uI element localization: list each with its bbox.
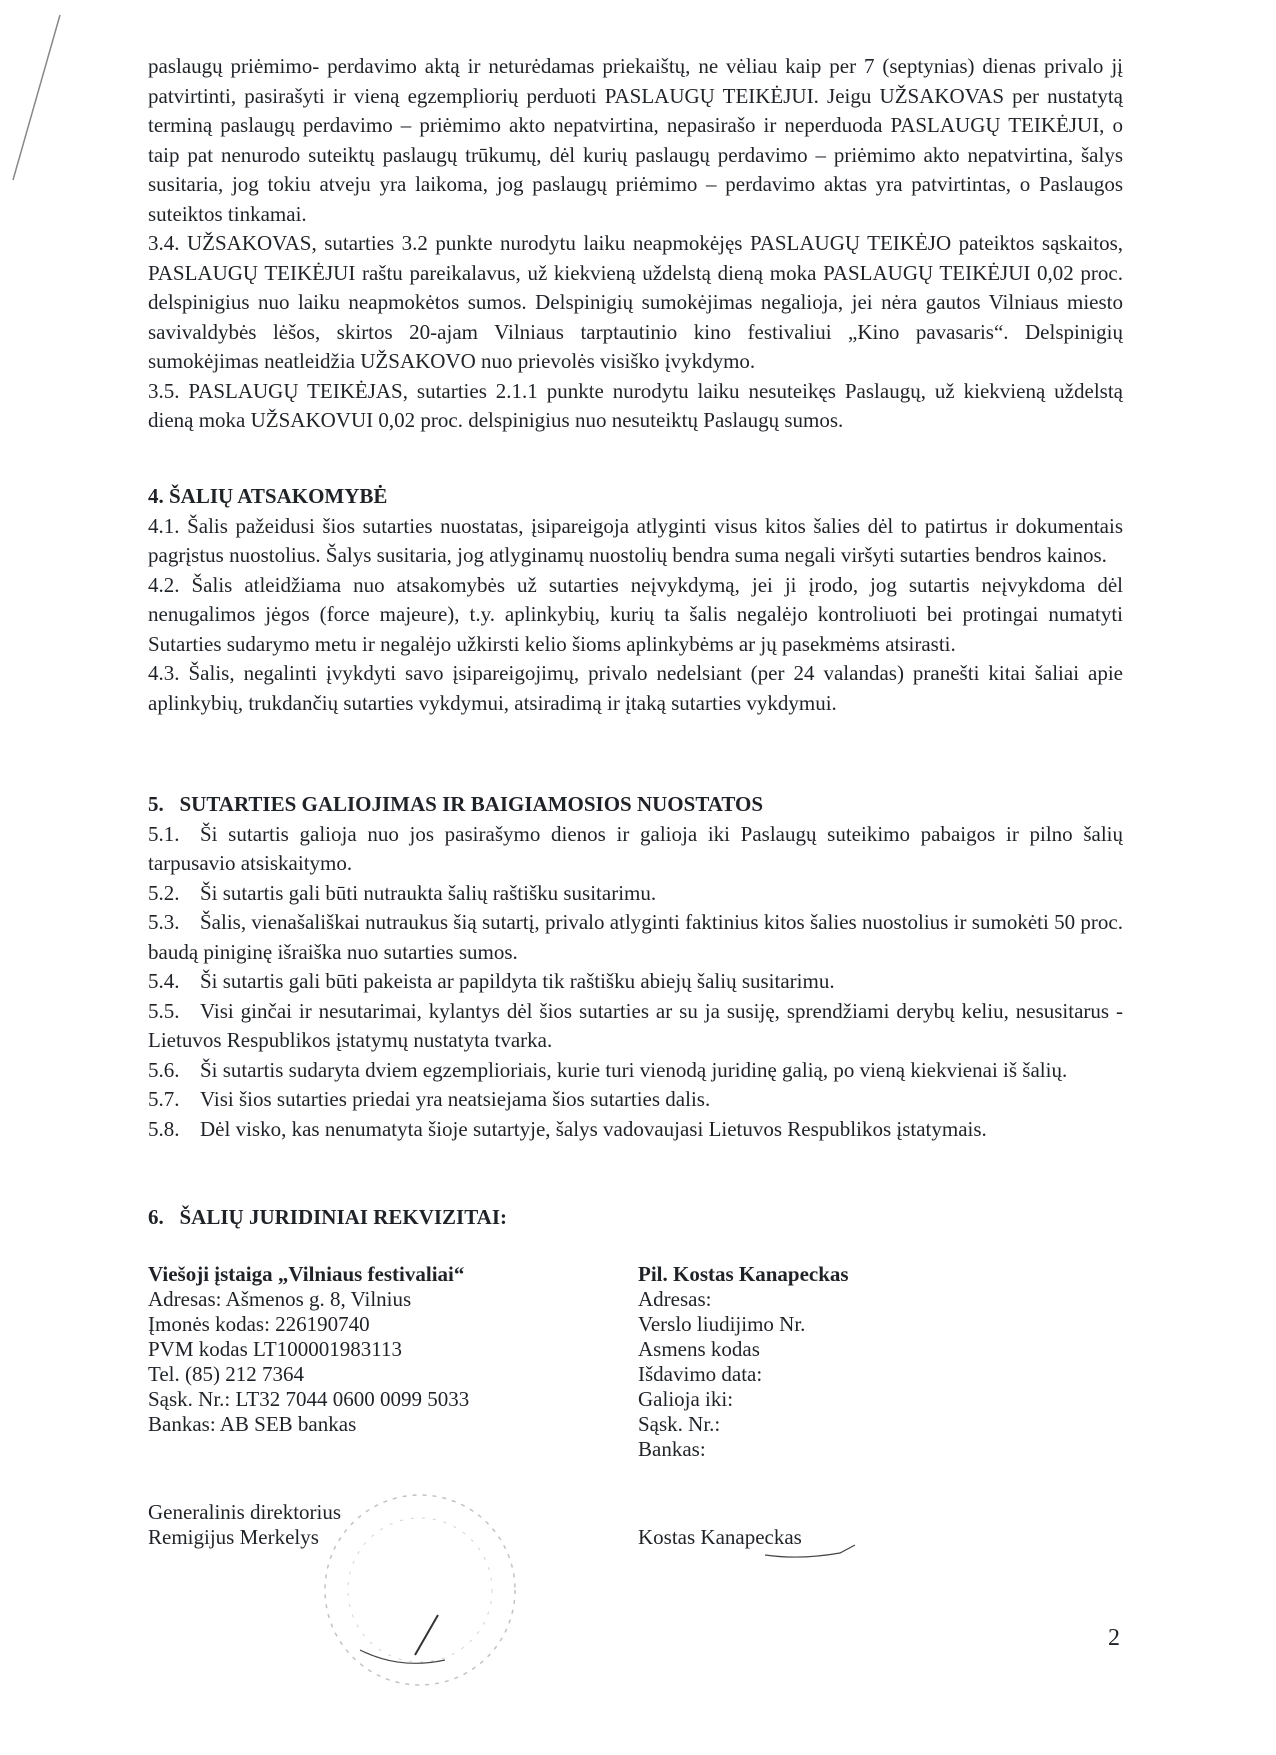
party-title: Pil. Kostas Kanapeckas xyxy=(638,1262,849,1286)
signature-left xyxy=(148,1500,341,1550)
section-3-continuation xyxy=(148,52,1123,436)
clause-number: 5.1. xyxy=(148,821,180,846)
clause-5-5 xyxy=(148,997,1123,1056)
signer-name: Remigijus Merkelys xyxy=(148,1525,319,1549)
detail-line: Įmonės kodas: 226190740 xyxy=(148,1312,370,1336)
paragraph: paslaugų priėmimo- perdavimo aktą ir neturėdamas priekaištų, ne vėliau kaip per 7 (septynias) dienas privalo jį patvirtinti, pasirašyti ir vieną egzempliorių perduoti PASLAUGŲ TEIKĖJUI. Jeigu UŽSAKOVAS per nustatytą terminą paslaugų perdavimo – priėmimo akto nepatvirtina, nepasirašo ir neperduoda PASLAUGŲ TEIKĖJUI, o taip pat nenurodo suteiktų paslaugų trūkumų, dėl kurių paslaugų perdavimo – priėmimo akto nepatvirtina, šalys susitaria, jog tokiu atveju yra laikoma, jog paslaugų priėmimo – perdavimo aktas yra patvirtintas, o Paslaugos suteiktos tinkamai. xyxy=(148,54,1123,226)
detail-line: PVM kodas LT100001983113 xyxy=(148,1337,402,1361)
clause-5-2 xyxy=(148,879,1123,909)
detail-line: Verslo liudijimo Nr. xyxy=(638,1312,806,1336)
section-4 xyxy=(148,482,1123,718)
clause-text: Dėl visko, kas nenumatyta šioje sutartyje, šalys vadovaujasi Lietuvos Respublikos įstatymais. xyxy=(200,1116,987,1141)
clause-5-8 xyxy=(148,1115,1123,1145)
detail-line: Asmens kodas xyxy=(638,1337,760,1361)
detail-line: Sąsk. Nr.: LT32 7044 0600 0099 5033 xyxy=(148,1387,470,1411)
clause-number: 5.4. xyxy=(148,969,180,993)
detail-line: Galioja iki: xyxy=(638,1387,734,1411)
clause-text: Ši sutartis galioja nuo jos pasirašymo dienos ir galioja iki Paslaugų suteikimo pabaigos ir pilno šalių tarpusavio atsiskaitymo. xyxy=(148,821,1123,875)
detail-line: Adresas: Ašmenos g. 8, Vilnius xyxy=(148,1287,412,1311)
clause-5-3 xyxy=(148,908,1123,967)
page-number: 2 xyxy=(1108,1625,1120,1651)
clause-3-4: 3.4. UŽSAKOVAS, sutarties 3.2 punkte nurodytu laiku neapmokėjęs PASLAUGŲ TEIKĖJO pateiktos sąskaitos, PASLAUGŲ TEIKĖJUI raštu pareikalavus, už kiekvieną uždelstą dieną moka PASLAUGŲ TEIKĖJUI 0,02 proc. delspinigius nuo laiku neapmokėtos sumos. Delspinigių sumokėjimas negalioja, jei nėra gautos Vilniaus miesto savivaldybės lėšos, skirtos 20-ajam Vilniaus tarptautinio kino festivaliui „Kino pavasaris“. Delspinigių sumokėjimas neatleidžia UŽSAKOVO nuo prievolės visiško įvykdymo. xyxy=(148,231,1123,373)
clause-number: 5.3. xyxy=(148,910,180,934)
clause-text: Ši sutartis gali būti nutraukta šalių raštišku susitarimu. xyxy=(200,880,657,905)
signer-position: Generalinis direktorius xyxy=(148,1500,342,1524)
clause-text: Ši sutartis gali būti pakeista ar papildyta tik raštišku abiejų šalių susitarimu. xyxy=(200,969,835,993)
clause-number: 5.7. xyxy=(148,1087,180,1111)
clause-5-7 xyxy=(148,1085,1123,1115)
detail-line: Išdavimo data: xyxy=(638,1362,763,1386)
clause-4-3: 4.3. Šalis, negalinti įvykdyti savo įsipareigojimų, privalo nedelsiant (per 24 valandas) pranešti kitai šaliai apie aplinkybių, trukdančių sutarties vykdymui, atsiradimą ir įtaką sutarties vykdymui. xyxy=(148,661,1123,715)
section-6 xyxy=(148,1203,1123,1233)
clause-number: 5.5. xyxy=(148,998,180,1023)
clause-3-5: 3.5. PASLAUGŲ TEIKĖJAS, sutarties 2.1.1 punkte nurodytu laiku nesuteikęs Paslaugų, už kiekvieną uždelstą dieną moka UŽSAKOVUI 0,02 proc. delspinigius nuo nesuteiktų Paslaugų sumos. xyxy=(148,378,1123,432)
detail-line: Adresas: xyxy=(638,1287,712,1311)
clause-text: Ši sutartis sudaryta dviem egzemplioriais, kurie turi vienodą juridinę galią, po vieną kiekvienai iš šalių. xyxy=(200,1057,1068,1082)
detail-line: Bankas: xyxy=(638,1437,706,1461)
party-left xyxy=(148,1262,469,1437)
party-title: Viešoji įstaiga „Vilniaus festivaliai“ xyxy=(148,1262,465,1286)
signature-mark xyxy=(760,1525,880,1565)
section-5 xyxy=(148,790,1123,1144)
stamp-seal xyxy=(320,1480,520,1720)
clause-4-1: 4.1. Šalis pažeidusi šios sutarties nuostatas, įsipareigoja atlyginti visus kitos šalies dėl to patirtus ir dokumentais pagrįstus nuostolius. Šalys susitaria, jog atlyginamų nuostolių bendra suma negali viršyti sutarties bendros kainos. xyxy=(148,513,1123,567)
scan-pen-mark xyxy=(5,10,65,190)
clause-5-6 xyxy=(148,1056,1123,1086)
clause-text: Visi ginčai ir nesutarimai, kylantys dėl šios sutarties ar su ja susiję, sprendžiami derybų keliu, nesusitarus - Lietuvos Respublikos įstatymų nustatyta tvarka. xyxy=(148,998,1123,1052)
clause-number: 5.6. xyxy=(148,1057,180,1082)
clause-5-1 xyxy=(148,820,1123,879)
clause-text: Šalis, vienašališkai nutraukus šią sutartį, privalo atlyginti faktinius kitos šalies nuostolius ir sumokėti 50 proc. baudą piniginę išraiška nuo sutarties sumos. xyxy=(148,910,1123,964)
section-heading: 4. ŠALIŲ ATSAKOMYBĖ xyxy=(148,484,388,508)
clause-5-4 xyxy=(148,967,1123,997)
detail-line: Sąsk. Nr.: xyxy=(638,1412,721,1436)
clause-number: 5.8. xyxy=(148,1116,180,1141)
detail-line: Tel. (85) 212 7364 xyxy=(148,1362,305,1386)
section-heading: 5. SUTARTIES GALIOJIMAS IR BAIGIAMOSIOS NUOSTATOS xyxy=(148,792,764,816)
clause-text: Visi šios sutarties priedai yra neatsiejama šios sutarties dalis. xyxy=(200,1087,711,1111)
clause-4-2: 4.2. Šalis atleidžiama nuo atsakomybės už sutarties neįvykdymą, jei ji įrodo, jog sutartis neįvykdoma dėl nenugalimos jėgos (force majeure), t.y. aplinkybių, kurių ta šalis negalėjo kontroliuoti bei protingai numatyti Sutarties sudarymo metu ir negalėjo užkirsti kelio šioms aplinkybėms ar jų pasekmėms atsirasti. xyxy=(148,572,1123,656)
detail-line: Bankas: AB SEB bankas xyxy=(148,1412,357,1436)
party-right xyxy=(638,1262,849,1462)
signer-name: Kostas Kanapeckas xyxy=(638,1525,802,1549)
section-heading: 6. ŠALIŲ JURIDINIAI REKVIZITAI: xyxy=(148,1205,508,1229)
clause-number: 5.2. xyxy=(148,880,180,905)
